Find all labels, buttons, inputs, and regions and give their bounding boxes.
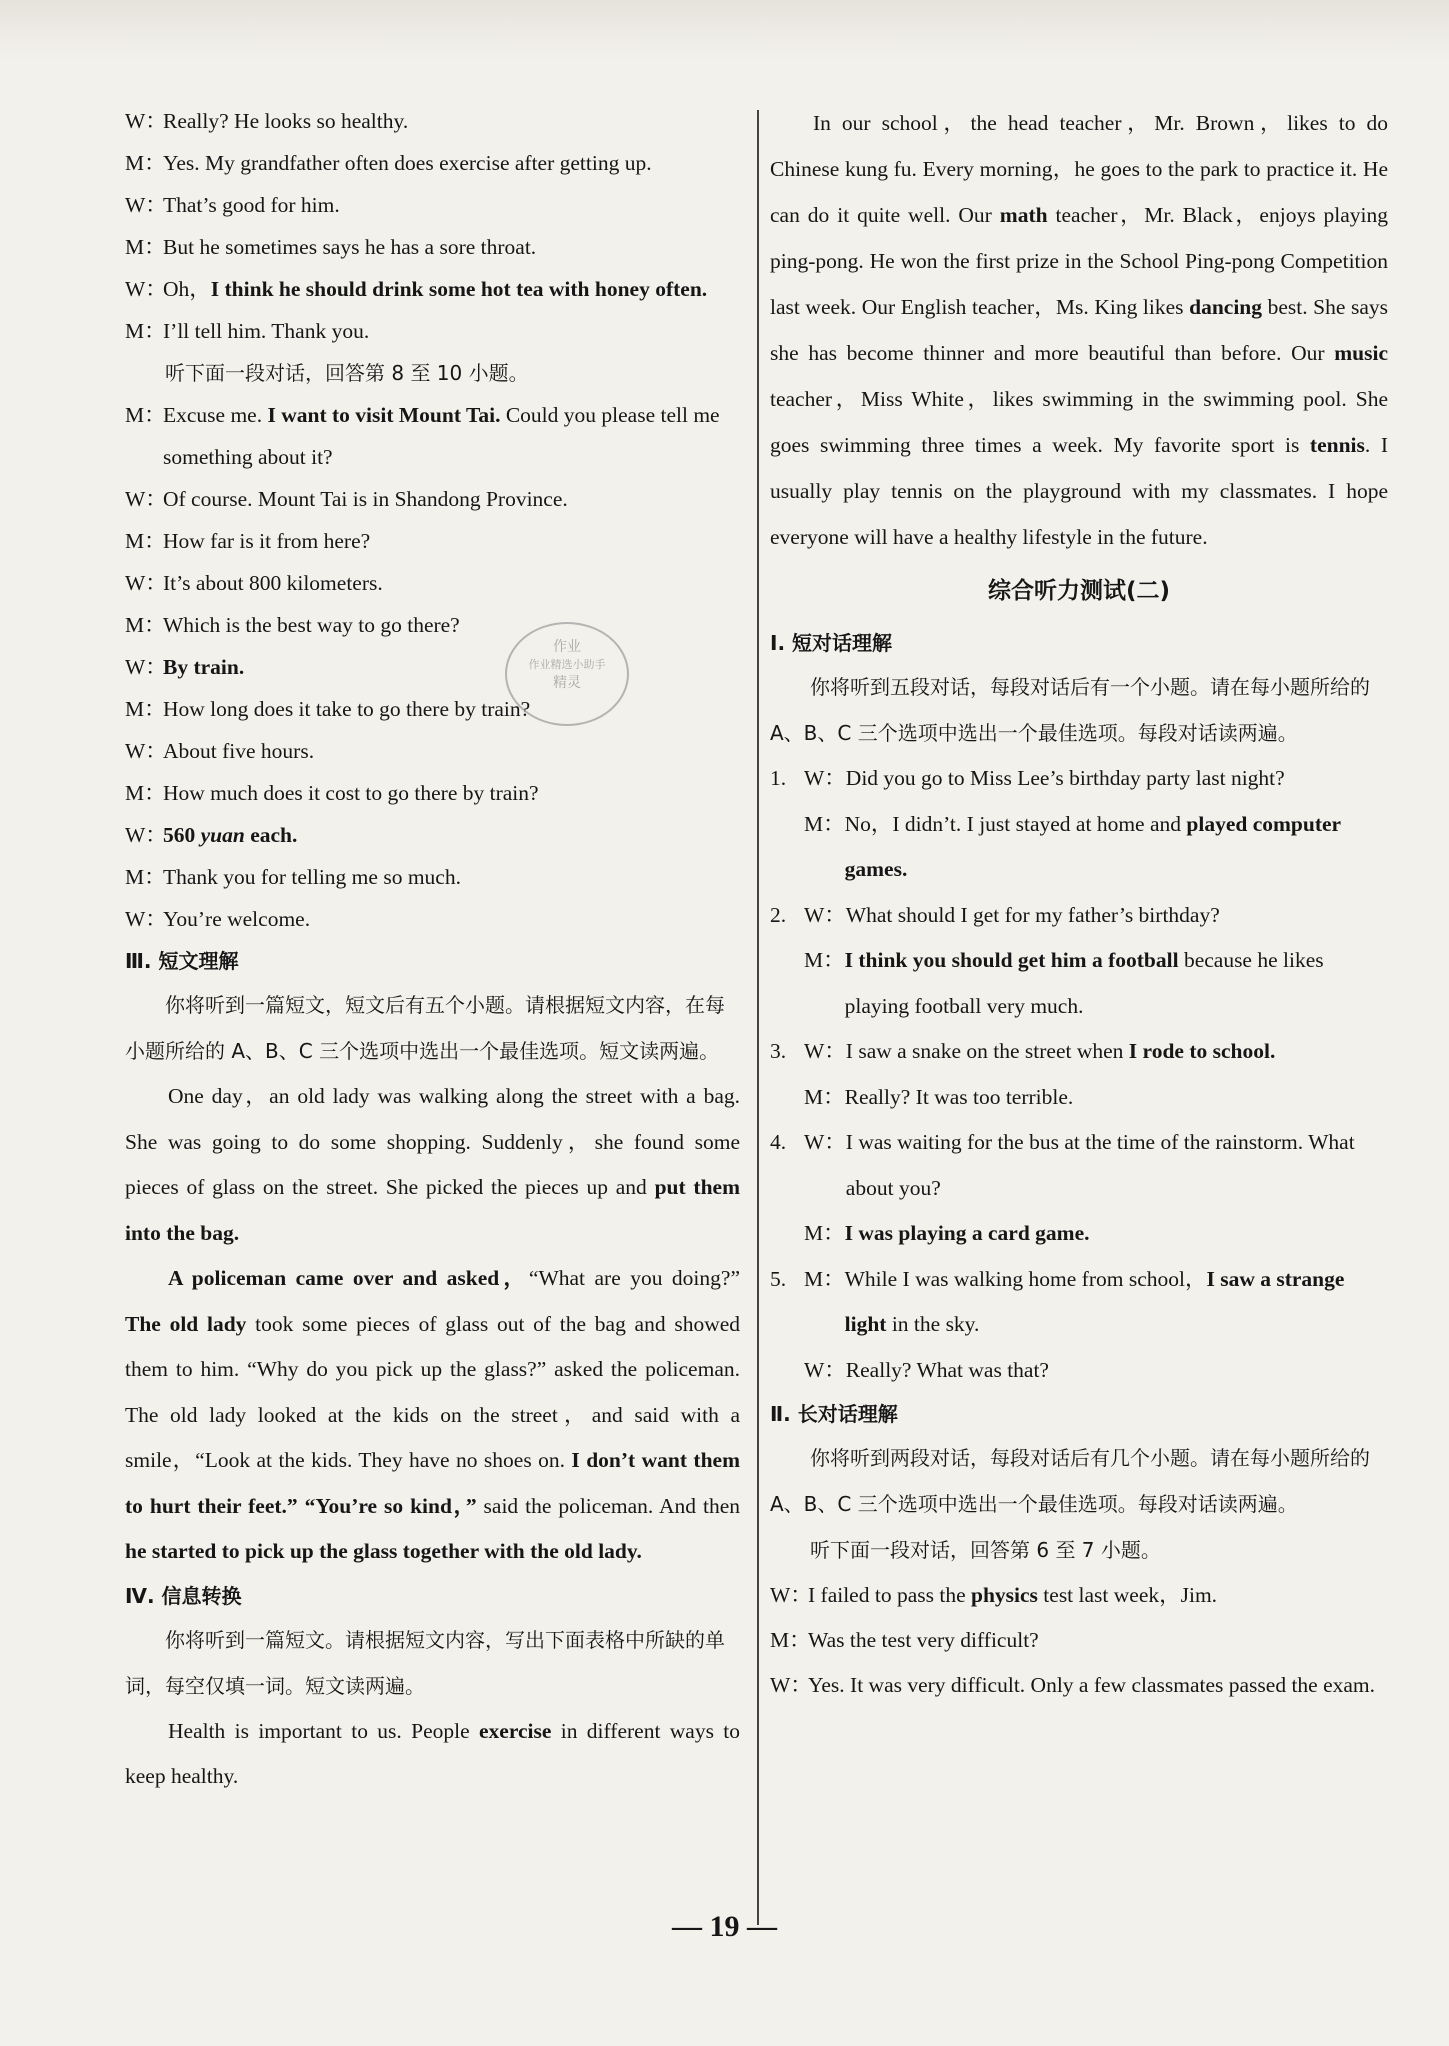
- utterance-text: because he likes playing football very much.: [844, 948, 1324, 1018]
- answer-highlight: music: [1334, 341, 1388, 365]
- utterance-text: test last week，Jim.: [1037, 1583, 1218, 1607]
- utterance: How long does it take to go there by train?: [163, 697, 531, 721]
- answer-highlight: each.: [244, 823, 298, 847]
- speaker-label: M：: [804, 811, 845, 836]
- dialogue-line: [125, 100, 740, 142]
- utterance: [845, 938, 1388, 1029]
- speaker-label: W：: [125, 907, 167, 931]
- speaker-label: M：: [804, 1084, 845, 1109]
- story-text: One day，an old lady was walking along the street with a bag. She was going to do some shopping. Suddenly，she found some pieces of glass on the street. She picked the pieces up and: [125, 1084, 740, 1199]
- utterance: How much does it cost to go there by train?: [163, 781, 539, 805]
- speaker-label: M：: [125, 319, 166, 343]
- story-paragraph-1: [125, 1074, 740, 1256]
- story-text: said the policeman. And then: [476, 1493, 741, 1518]
- utterance: [846, 1029, 1388, 1075]
- speaker-label: W：: [125, 823, 167, 847]
- answer-highlight: dancing: [1189, 295, 1262, 319]
- question-2: [770, 893, 1388, 939]
- dialogue-line: [125, 310, 740, 352]
- story-text: Health is important to us. People: [168, 1718, 479, 1743]
- answer-highlight: A policeman came over and asked，: [168, 1266, 529, 1290]
- speaker-label: M：: [125, 613, 166, 637]
- dialogue-line: [770, 1573, 1388, 1618]
- speaker-label: W：: [125, 193, 167, 217]
- answer-highlight: The old lady: [125, 1311, 247, 1336]
- dialogue-line: [125, 730, 740, 772]
- story-text: In our school，the head teacher，Mr. Brown，likes to do Chinese kung fu. Every morning，he goes to the park to practice it. He can do it quite well. Our: [770, 111, 1388, 227]
- utterance-text: While I was walking home from school，: [844, 1266, 1207, 1291]
- speaker-label: M：: [125, 529, 166, 553]
- speaker-label: M：: [125, 151, 166, 175]
- answer-highlight: I rode to school.: [1128, 1039, 1276, 1063]
- utterance-text: in the sky.: [886, 1312, 980, 1336]
- dialogue-line: [125, 856, 740, 898]
- page-top-edge: [0, 0, 1449, 60]
- utterance-text: Could you please tell me something about it?: [163, 403, 720, 469]
- dialogue-line: [125, 520, 740, 562]
- test-title: 综合听力测试(二): [987, 578, 1171, 604]
- answer-highlight: I was playing a card game.: [844, 1221, 1090, 1245]
- stamp-text: 作业: [553, 639, 581, 655]
- utterance: I’ll tell him. Thank you.: [163, 319, 370, 343]
- answer-highlight: physics: [971, 1583, 1038, 1607]
- utterance: Really? What was that?: [845, 1357, 1049, 1382]
- question-5: [770, 1257, 1388, 1348]
- right-column: [770, 100, 1388, 1708]
- question-1-reply: [770, 802, 1388, 893]
- dialogue-line: [125, 184, 740, 226]
- speaker-label: M：: [804, 1221, 845, 1245]
- utterance-text: Excuse me.: [163, 403, 268, 427]
- answer-highlight: played computer games.: [844, 811, 1341, 881]
- section-instruction-2: 你将听到两段对话，每段对话后有几个小题。请在每小题所给的 A、B、C 三个选项中选出一个最佳选项。每段对话读两遍。: [770, 1446, 1370, 1516]
- speaker-label: W：: [125, 739, 167, 763]
- utterance: Which is the best way to go there?: [163, 613, 460, 637]
- utterance: [163, 814, 740, 856]
- utterance: [163, 268, 740, 310]
- question-3-reply: [770, 1075, 1388, 1121]
- section-heading-2: Ⅱ. 长对话理解: [770, 1402, 898, 1426]
- section-heading-3: Ⅲ. 短文理解: [125, 949, 239, 973]
- utterance: Of course. Mount Tai is in Shandong Province.: [163, 487, 568, 511]
- dialogue-line: [125, 268, 740, 310]
- section-heading-4: Ⅳ. 信息转换: [125, 1583, 242, 1608]
- speaker-label: W：: [770, 1583, 812, 1607]
- speaker-label: W：: [125, 487, 167, 511]
- utterance: But he sometimes says he has a sore throat.: [163, 235, 537, 259]
- utterance: I was waiting for the bus at the time of the rainstorm. What about you?: [845, 1130, 1355, 1200]
- story-text: in different ways to keep healthy.: [125, 1718, 740, 1788]
- question-number: 3.: [770, 1039, 787, 1063]
- question-1: [770, 756, 1388, 802]
- utterance: Really? He looks so healthy.: [163, 109, 409, 133]
- dialogue-line: [125, 142, 740, 184]
- dialogue-line: [125, 604, 740, 646]
- question-number: 4.: [770, 1130, 787, 1154]
- section-heading-1: Ⅰ. 短对话理解: [770, 631, 893, 655]
- story-text: . I usually play tennis on the playground with my classmates. I hope everyone will have a healthy lifestyle in the future.: [770, 433, 1388, 549]
- utterance: Yes. My grandfather often does exercise after getting up.: [163, 151, 652, 175]
- utterance: Yes. It was very difficult. Only a few classmates passed the exam.: [808, 1673, 1376, 1697]
- speaker-label: M：: [804, 948, 845, 972]
- speaker-label: W：: [770, 1673, 812, 1697]
- question-number: 1.: [770, 766, 787, 790]
- speaker-label: M：: [125, 781, 166, 805]
- answer-highlight: I don’t want them to hurt their feet.” “You’re so kind，”: [125, 1448, 740, 1518]
- utterance: Was the test very difficult?: [808, 1628, 1039, 1652]
- speaker-label: M：: [125, 403, 166, 427]
- section-instruction-4: 你将听到一篇短文。请根据短文内容，写出下面表格中所缺的单词，每空仅填一词。短文读两遍。: [125, 1627, 725, 1698]
- answer-highlight: put them into the bag.: [125, 1175, 740, 1245]
- answer-highlight: I think you should get him a football: [844, 948, 1179, 972]
- answer-highlight: he started to pick up the glass together with the old lady.: [125, 1539, 642, 1563]
- speaker-label: M：: [125, 697, 166, 721]
- answer-highlight: By train.: [163, 655, 245, 679]
- speaker-label: W：: [804, 1039, 846, 1063]
- instruction-6-7: 听下面一段对话，回答第 6 至 7 小题。: [810, 1538, 1161, 1562]
- speaker-label: W：: [804, 1357, 846, 1382]
- story-text: teacher，Miss White，likes swimming in the swimming pool. She goes swimming three times a week. My favorite sport is: [770, 387, 1388, 457]
- dialogue-line: [770, 1618, 1388, 1663]
- dialogue-line: [125, 814, 740, 856]
- left-column: [125, 100, 740, 1800]
- utterance-text: Oh，: [163, 277, 211, 301]
- stamp-logo: [505, 622, 629, 726]
- page-number: — 19 —: [672, 1910, 777, 1943]
- utterance: Thank you for telling me so much.: [163, 865, 461, 889]
- dialogue-line: [125, 898, 740, 940]
- speaker-label: M：: [770, 1628, 811, 1652]
- answer-highlight: exercise: [478, 1718, 552, 1743]
- health-paragraph: [125, 1709, 740, 1800]
- speaker-label: W：: [804, 902, 846, 927]
- utterance-text: I saw a snake on the street when: [845, 1039, 1129, 1063]
- story-text: teacher，Mr. Black，enjoys playing ping-pong. He won the first prize in the School Ping-pong Competition last week. Our English teacher，Ms. King likes: [770, 203, 1388, 319]
- utterance: [845, 802, 1388, 893]
- speaker-label: W：: [125, 109, 167, 133]
- story-paragraph-2: [125, 1256, 740, 1575]
- dialogue-line: [125, 226, 740, 268]
- question-2-reply: [770, 938, 1388, 1029]
- section-instruction-3: 你将听到一篇短文，短文后有五个小题。请根据短文内容，在每小题所给的 A、B、C 三个选项中选出一个最佳选项。短文读两遍。: [125, 993, 725, 1063]
- stamp-text: 精灵: [553, 675, 581, 691]
- utterance: You’re welcome.: [163, 907, 311, 931]
- utterance: [845, 1257, 1388, 1348]
- instruction-8-10: 听下面一段对话，回答第 8 至 10 小题。: [165, 361, 529, 385]
- dialogue-line: [125, 772, 740, 814]
- dialogue-line: [125, 646, 740, 688]
- section-instruction-1: 你将听到五段对话，每段对话后有一个小题。请在每小题所给的 A、B、C 三个选项中选出一个最佳选项。每段对话读两遍。: [770, 675, 1370, 745]
- question-4-reply: [770, 1211, 1388, 1257]
- dialogue-line: [770, 1663, 1388, 1708]
- column-divider: [757, 110, 759, 1925]
- answer-highlight: I want to visit Mount Tai.: [267, 403, 501, 427]
- answer-highlight: tennis: [1309, 433, 1365, 457]
- speaker-label: W：: [125, 655, 167, 679]
- story-text: “What are you doing?”: [528, 1266, 740, 1290]
- dialogue-line: [125, 688, 740, 730]
- question-5-reply: [770, 1348, 1388, 1394]
- dialogue-line: [125, 478, 740, 520]
- question-number: 2.: [770, 902, 787, 927]
- speaker-label: W：: [804, 766, 846, 790]
- question-4: [770, 1120, 1388, 1211]
- utterance: [808, 1573, 1388, 1618]
- answer-highlight: I saw a strange light: [844, 1266, 1345, 1336]
- speaker-label: W：: [125, 571, 167, 595]
- utterance: It’s about 800 kilometers.: [163, 571, 383, 595]
- utterance: About five hours.: [163, 739, 315, 763]
- dialogue-line: [125, 394, 740, 478]
- utterance: What should I get for my father’s birthday?: [845, 902, 1220, 927]
- question-3: [770, 1029, 1388, 1075]
- answer-highlight: I think he should drink some hot tea with honey often.: [210, 277, 708, 301]
- answer-highlight-italic: yuan: [200, 823, 245, 847]
- utterance: [163, 394, 740, 478]
- answer-highlight: 560: [163, 823, 201, 847]
- utterance: Really? It was too terrible.: [844, 1084, 1074, 1109]
- utterance: How far is it from here?: [163, 529, 371, 553]
- speaker-label: W：: [804, 1130, 846, 1154]
- stamp-text: 作业精选小助手: [528, 658, 606, 671]
- utterance: Did you go to Miss Lee’s birthday party last night?: [845, 766, 1285, 790]
- speaker-label: M：: [125, 235, 166, 259]
- story-text: took some pieces of glass out of the bag and showed them to him. “Why do you pick up the glass?” asked the policeman. The old lady looked at the kids on the street，and said with a smile，“Look at the kids. They have no shoes on.: [125, 1311, 741, 1472]
- utterance-text: I failed to pass the: [808, 1583, 971, 1607]
- question-number: 5.: [770, 1266, 787, 1291]
- school-paragraph: [770, 100, 1388, 560]
- speaker-label: W：: [125, 277, 167, 301]
- utterance-text: No，I didn’t. I just stayed at home and: [844, 811, 1187, 836]
- story-text: best. She says she has become thinner and more beautiful than before. Our: [770, 295, 1388, 365]
- utterance: That’s good for him.: [163, 193, 340, 217]
- answer-highlight: math: [999, 203, 1048, 227]
- speaker-label: M：: [804, 1266, 845, 1291]
- dialogue-line: [125, 562, 740, 604]
- speaker-label: M：: [125, 865, 166, 889]
